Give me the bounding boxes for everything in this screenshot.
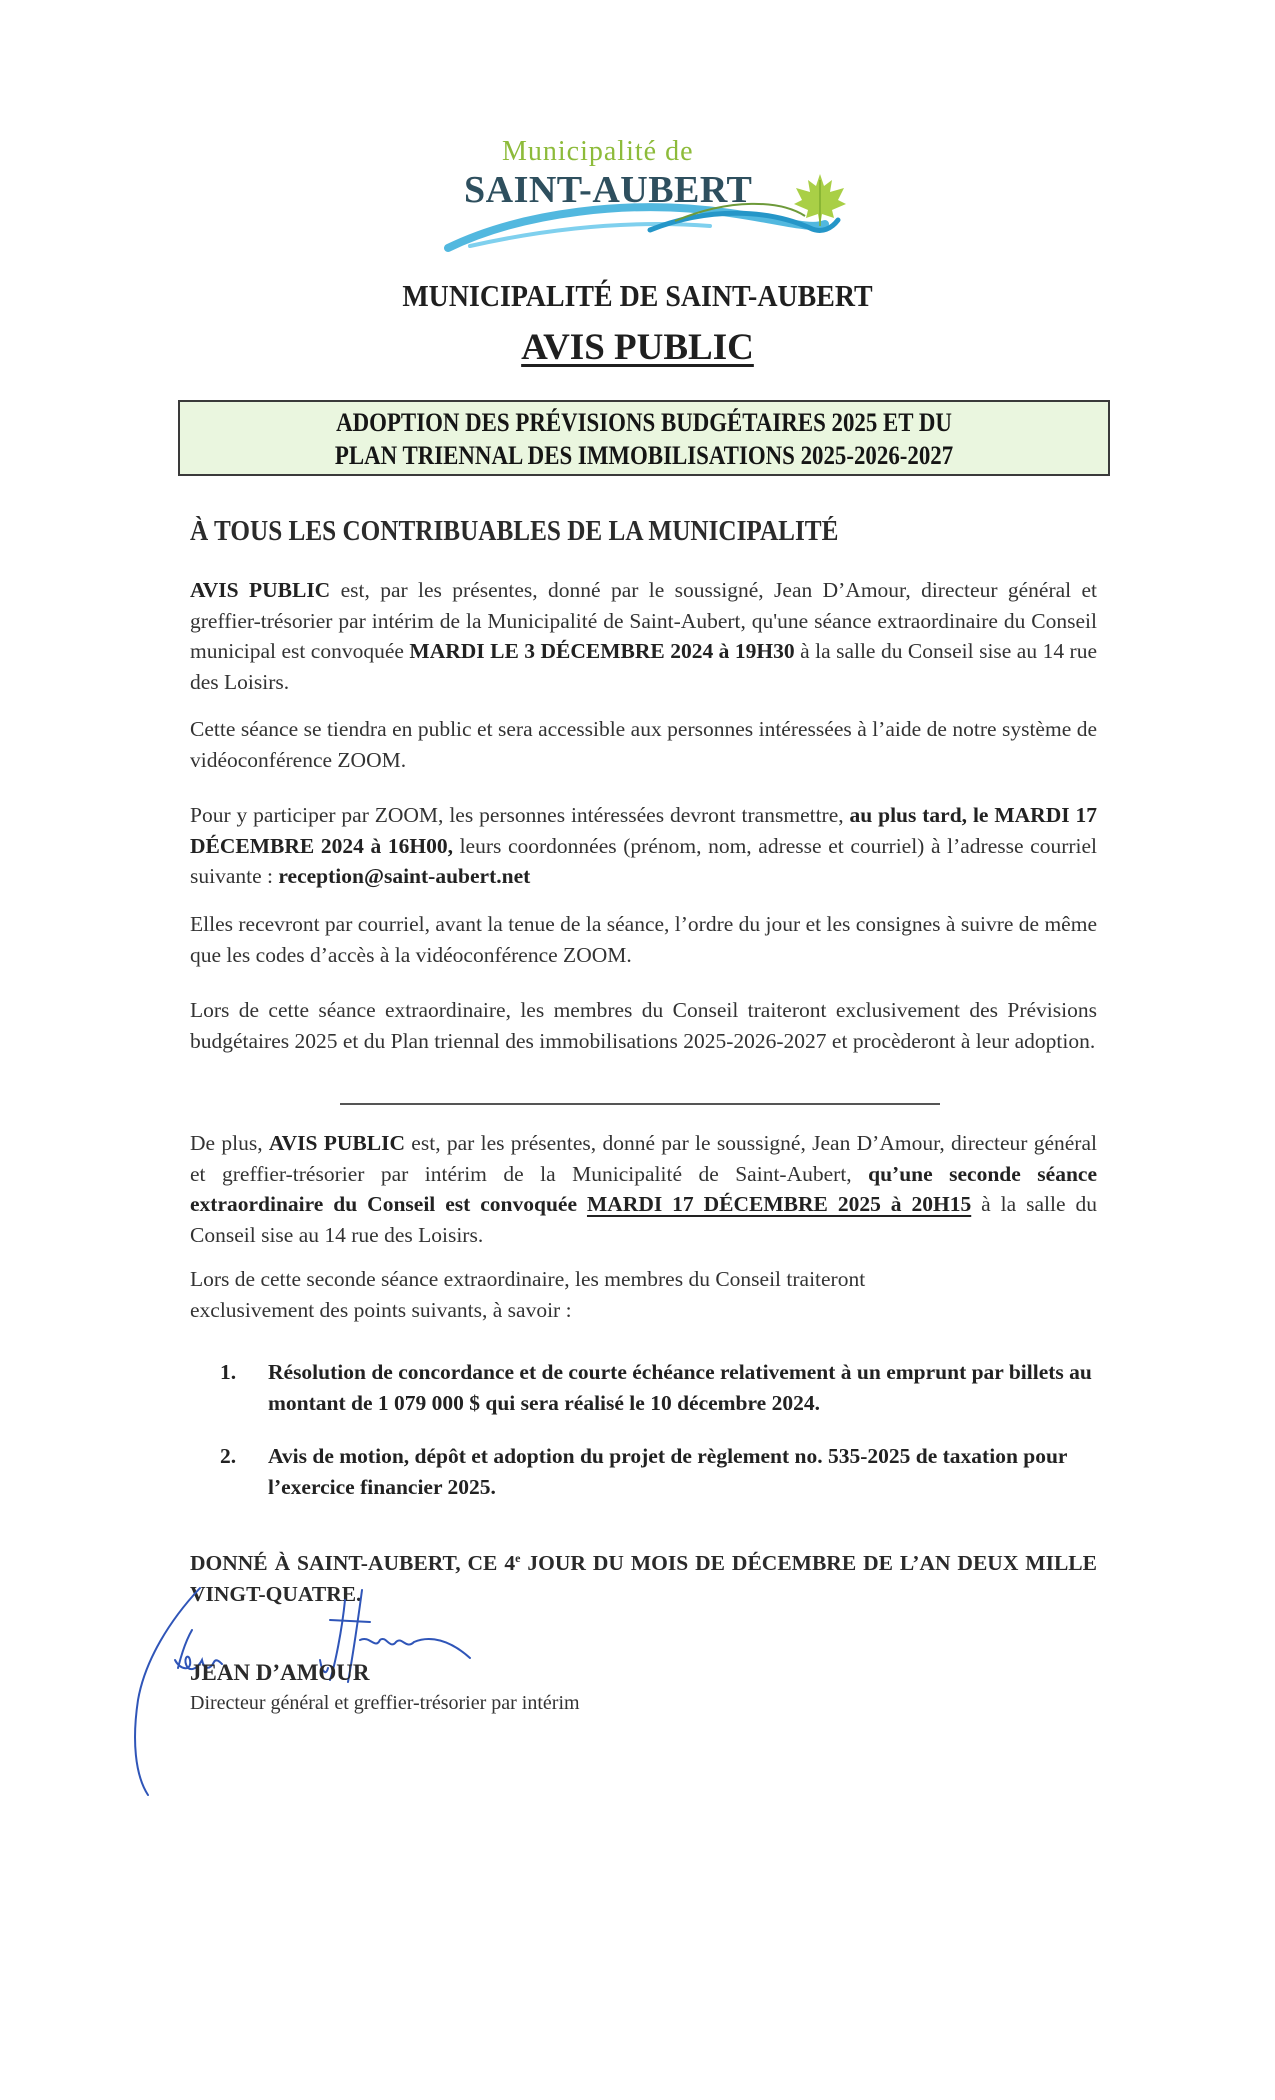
paragraph-registration bbox=[190, 800, 1097, 892]
bold-lead: AVIS PUBLIC bbox=[268, 1131, 406, 1155]
notice-title bbox=[0, 326, 1275, 369]
logo-line2: SAINT-AUBERT bbox=[464, 169, 753, 211]
paragraph-text: est, par les présentes, donné par le soussigné, Jean D’Amour, directeur général et greffier-trésorier par intérim de la Municipalité de Saint-Aubert, bbox=[190, 1131, 1097, 1186]
logo-line1: Municipalité de bbox=[502, 136, 694, 167]
paragraph-email-info: Elles recevront par courriel, avant la tenue de la séance, l’ordre du jour et les consignes à suivre de même que les codes d’accès à la vidéoconférence ZOOM. bbox=[190, 912, 1097, 967]
subject-line2: PLAN TRIENNAL DES IMMOBILISATIONS 2025-2026-2027 bbox=[334, 441, 954, 470]
municipality-title: MUNICIPALITÉ DE SAINT-AUBERT bbox=[402, 278, 873, 313]
second-meeting-date: MARDI 17 DÉCEMBRE 2025 à 20H15 bbox=[586, 1192, 972, 1216]
subject-line1: ADOPTION DES PRÉVISIONS BUDGÉTAIRES 2025 ET DU bbox=[336, 408, 952, 437]
agenda-item-number: 1. bbox=[220, 1360, 237, 1384]
maple-leaf-icon bbox=[790, 170, 850, 230]
agenda-item-number: 2. bbox=[220, 1444, 237, 1468]
paragraph-text: est, par les présentes, donné par le soussigné, Jean D’Amour, directeur général et greffier-trésorier par intérim de la Municipalité de Saint-Aubert, qu'une séance extraordinaire du Conseil municipal est convoquée bbox=[190, 578, 1098, 663]
logo-swoosh bbox=[430, 128, 850, 253]
section-divider bbox=[340, 1103, 940, 1105]
municipality-logo bbox=[430, 128, 850, 253]
paragraph-first-agenda: Lors de cette séance extraordinaire, les membres du Conseil traiteront exclusivement des Prévisions budgétaires 2025 et du Plan triennal des immobilisations 2025-2026-2027 et procèderont à leur adoption. bbox=[190, 998, 1097, 1053]
paragraph-lead: De plus, bbox=[190, 1131, 269, 1155]
intro-line1: Lors de cette seconde séance extraordinaire, les membres du Conseil traiteront bbox=[190, 1267, 866, 1291]
addressee-heading: À TOUS LES CONTRIBUABLES DE LA MUNICIPALITÉ bbox=[190, 516, 839, 547]
given-at-part2: JOUR DU MOIS DE DÉCEMBRE DE L’AN DEUX MILLE VINGT-QUATRE. bbox=[190, 1551, 1097, 1606]
agenda-item bbox=[220, 1441, 1097, 1502]
paragraph-second-agenda-intro bbox=[190, 1264, 1097, 1325]
given-at-part1: DONNÉ À SAINT-AUBERT, CE 4 bbox=[190, 1551, 516, 1576]
signatory-name: JEAN D’AMOUR bbox=[190, 1660, 370, 1685]
paragraph-zoom-access: Cette séance se tiendra en public et sera accessible aux personnes intéressées à l’aide de notre système de vidéoconférence ZOOM. bbox=[190, 717, 1097, 772]
agenda-item-text: Résolution de concordance et de courte échéance relativement à un emprunt par billets au montant de 1 079 000 $ qui sera réalisé le 10 décembre 2024. bbox=[268, 1360, 1092, 1415]
ordinal-suffix: e bbox=[515, 1551, 521, 1565]
paragraph-text: Pour y participer par ZOOM, les personnes intéressées devront transmettre, bbox=[190, 803, 850, 827]
agenda-item-text: Avis de motion, dépôt et adoption du projet de règlement no. 535-2025 de taxation pour l’exercice financier 2025. bbox=[268, 1444, 1068, 1499]
bold-lead: AVIS PUBLIC bbox=[190, 578, 331, 602]
reception-email[interactable]: reception@saint-aubert.net bbox=[278, 864, 531, 888]
handwritten-signature bbox=[130, 1580, 550, 1800]
agenda-item bbox=[220, 1357, 1097, 1418]
paragraph-text: leurs coordonnées (prénom, nom, adresse et courriel) à l’adresse courriel suivante : bbox=[190, 833, 1097, 888]
paragraph-first-meeting bbox=[190, 575, 1097, 697]
signatory-title: Directeur général et greffier-trésorier par intérim bbox=[190, 1692, 580, 1714]
paragraph-tail: à la salle du Conseil sise au 14 rue des Loisirs. bbox=[190, 639, 1097, 694]
intro-line2: exclusivement des points suivants, à savoir : bbox=[190, 1297, 572, 1322]
registration-deadline: au plus tard, le MARDI 17 DÉCEMBRE 2024 à 16H00, bbox=[190, 803, 1097, 858]
meeting-date: MARDI LE 3 DÉCEMBRE 2024 à 19H30 bbox=[409, 639, 795, 663]
subject-box bbox=[178, 400, 1110, 476]
paragraph-tail: à la salle du Conseil sise au 14 rue des Loisirs. bbox=[190, 1192, 1098, 1247]
bold-text: qu’une seconde séance extraordinaire du Conseil est convoquée bbox=[190, 1161, 1097, 1216]
notice-title-text: AVIS PUBLIC bbox=[521, 327, 754, 368]
paragraph-second-meeting bbox=[190, 1128, 1097, 1250]
